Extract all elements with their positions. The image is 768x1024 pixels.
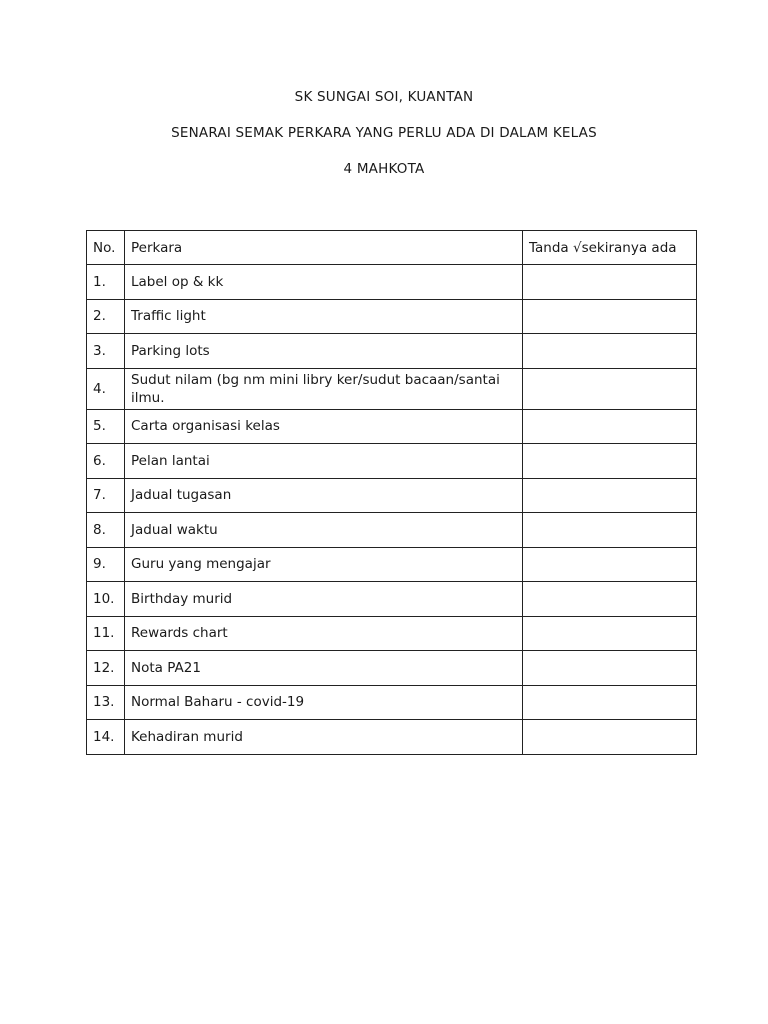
table-row [87,444,697,479]
row-check-cell[interactable] [523,265,697,300]
row-check-cell[interactable] [523,368,697,409]
row-item: Parking lots [125,334,523,369]
column-header-item: Perkara [125,231,523,265]
table-row [87,409,697,444]
table-row [87,685,697,720]
table-row [87,513,697,548]
row-check-cell[interactable] [523,651,697,686]
row-number: 5. [87,409,125,444]
class-name: 4 MAHKOTA [343,161,425,177]
column-header-no: No. [87,231,125,265]
row-check-cell[interactable] [523,582,697,617]
table-row [87,582,697,617]
table-row [87,368,697,409]
row-number: 8. [87,513,125,548]
row-item: Jadual tugasan [125,478,523,513]
row-number: 6. [87,444,125,479]
row-number: 7. [87,478,125,513]
row-check-cell[interactable] [523,616,697,651]
row-number: 4. [87,368,125,409]
checklist-table [86,230,697,755]
table-row [87,478,697,513]
row-number: 3. [87,334,125,369]
row-item: Jadual waktu [125,513,523,548]
table-row [87,616,697,651]
row-number: 9. [87,547,125,582]
row-number: 2. [87,299,125,334]
row-item: Carta organisasi kelas [125,409,523,444]
row-item: Rewards chart [125,616,523,651]
row-item: Birthday murid [125,582,523,617]
row-check-cell[interactable] [523,334,697,369]
row-check-cell[interactable] [523,547,697,582]
table-row [87,265,697,300]
table-row [87,547,697,582]
table-row [87,651,697,686]
row-check-cell[interactable] [523,478,697,513]
row-item: Label op & kk [125,265,523,300]
row-number: 11. [87,616,125,651]
row-number: 10. [87,582,125,617]
row-item: Nota PA21 [125,651,523,686]
table-row [87,299,697,334]
row-item: Sudut nilam (bg nm mini libry ker/sudut bacaan/santai ilmu. [125,368,523,409]
school-name: SK SUNGAI SOI, KUANTAN [294,89,474,105]
row-number: 13. [87,685,125,720]
row-check-cell[interactable] [523,513,697,548]
row-check-cell[interactable] [523,299,697,334]
column-header-mark: Tanda √sekiranya ada [523,231,697,265]
row-item: Pelan lantai [125,444,523,479]
row-number: 14. [87,720,125,755]
row-number: 12. [87,651,125,686]
table-row [87,334,697,369]
row-check-cell[interactable] [523,444,697,479]
row-item: Guru yang mengajar [125,547,523,582]
row-check-cell[interactable] [523,720,697,755]
row-item: Traffic light [125,299,523,334]
document-title: SENARAI SEMAK PERKARA YANG PERLU ADA DI DALAM KELAS [171,125,597,141]
row-item: Normal Baharu - covid-19 [125,685,523,720]
row-number: 1. [87,265,125,300]
table-header-row [87,231,697,265]
table-row [87,720,697,755]
row-check-cell[interactable] [523,409,697,444]
row-check-cell[interactable] [523,685,697,720]
row-item: Kehadiran murid [125,720,523,755]
